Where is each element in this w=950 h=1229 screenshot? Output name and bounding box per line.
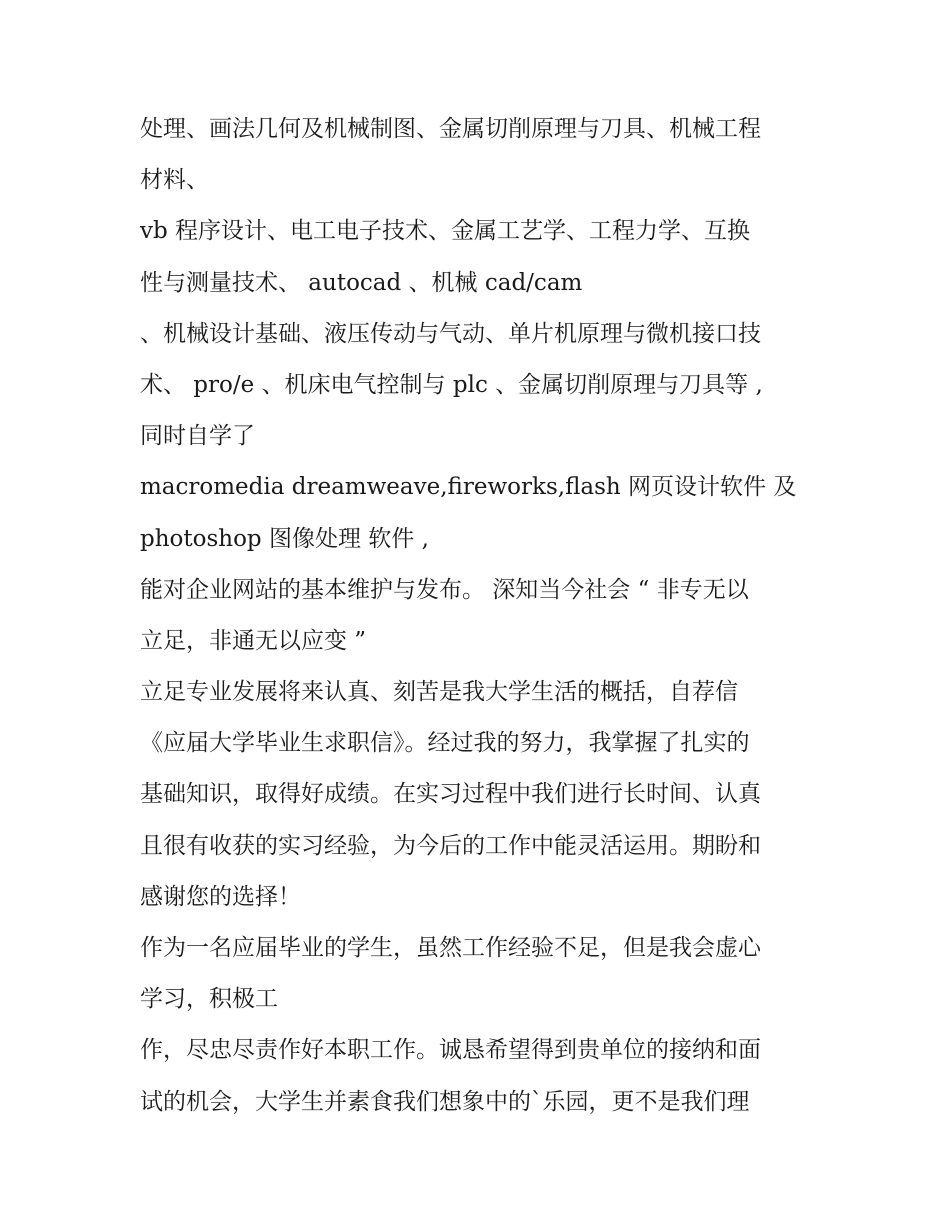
text-line: 立足，非通无以应变 ” xyxy=(140,627,367,654)
text-line: 能对企业网站的基本维护与发布。 深知当今社会 “ 非专无以 xyxy=(140,576,749,603)
text-line: macromedia dreamweave,fireworks,flash 网页设计软件 及 xyxy=(140,474,797,501)
text-line: 术、 pro/e 、机床电气控制与 plc 、金属切削原理与刀具等 , xyxy=(140,371,763,398)
text-line: 、机械设计基础、液压传动与气动、单片机原理与微机接口技 xyxy=(140,320,761,347)
text-line: 且很有收获的实习经验，为今后的工作中能灵活运用。期盼和 xyxy=(140,832,761,859)
document-body xyxy=(140,104,830,1128)
text-line: 同时自学了 xyxy=(140,423,255,450)
text-line: 立足专业发展将来认真、刻苦是我大学生活的概括，自荐信 xyxy=(140,679,738,706)
text-line: 性与测量技术、 autocad 、机械 cad/cam xyxy=(140,269,583,296)
text-line: vb 程序设计、电工电子技术、金属工艺学、工程力学、互换 xyxy=(140,218,751,245)
text-line: 作为一名应届毕业的学生，虽然工作经验不足，但是我会虚心 xyxy=(140,935,761,961)
text-line: 基础知识，取得好成绩。在实习过程中我们进行长时间、认真 xyxy=(140,781,761,808)
text-line: 作，尽忠尽责作好本职工作。诚恳希望得到贵单位的接纳和面 xyxy=(140,1037,761,1064)
text-line: 材料、 xyxy=(140,167,209,194)
text-line: 处理、画法几何及机械制图、金属切削原理与刀具、机械工程 xyxy=(140,116,761,142)
text-line: photoshop 图像处理 软件 , xyxy=(140,525,429,552)
text-line: 《应届大学毕业生求职信》。经过我的努力，我掌握了扎实的 xyxy=(140,730,750,757)
text-line: 试的机会，大学生并素食我们想象中的`乐园，更不是我们理 xyxy=(140,1088,750,1115)
text-line: 学习，积极工 xyxy=(140,986,278,1013)
text-line: 感谢您的选择！ xyxy=(140,883,301,910)
